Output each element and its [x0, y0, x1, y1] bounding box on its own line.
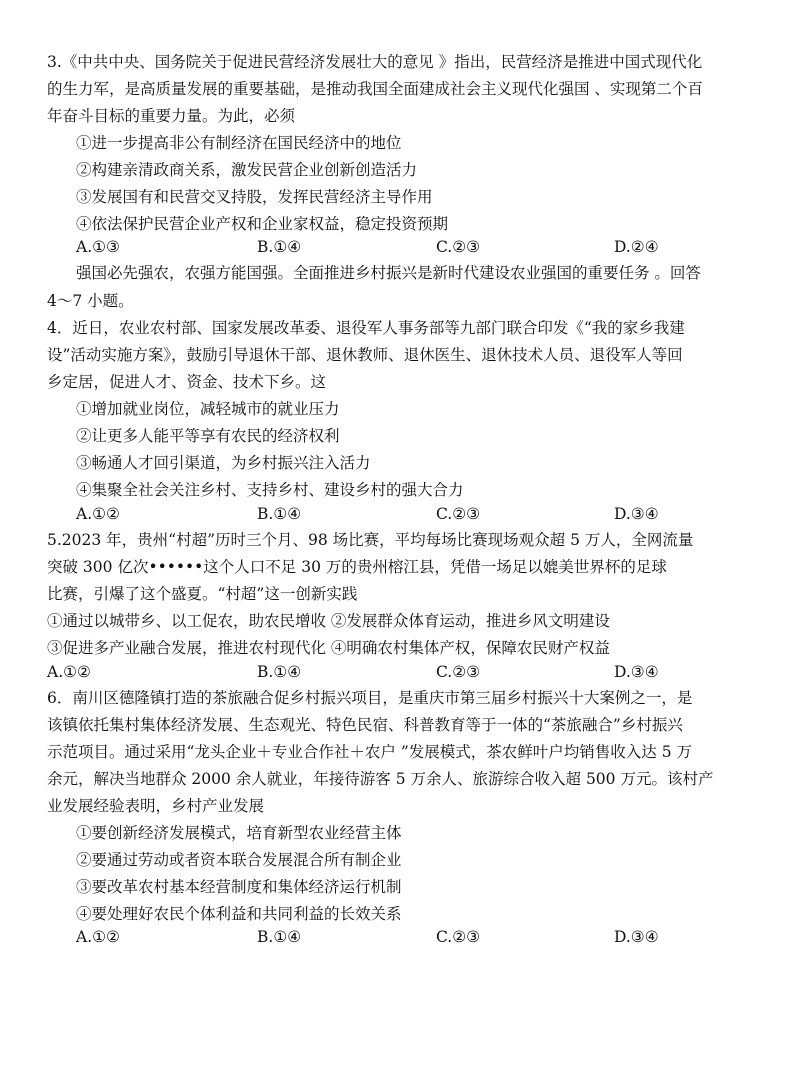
q5-options: [0, 661, 794, 683]
q3-option-b[interactable]: B.①④: [257, 238, 302, 256]
q5-stem-line-2: 突破 300 亿次••••••这个人口不足 30 万的贵州榕江县，凭借一场足以媲美世界杯的足球: [47, 558, 667, 576]
q3-option-d[interactable]: D.②④: [614, 238, 659, 256]
intro-line-1: 强国必先强农，农强方能国强。全面推进乡村振兴是新时代建设农业强国的重要任务 。回答: [76, 264, 701, 282]
q6-item-3: ③要改革农村基本经营制度和集体经济运行机制: [76, 878, 402, 896]
q4-stem-line-3: 乡定居，促进人才、资金、技术下乡。这: [47, 373, 327, 391]
q4-item-4: ④集聚全社会关注乡村、支持乡村、建设乡村的强大合力: [76, 481, 464, 499]
q4-option-c[interactable]: C.②③: [436, 505, 481, 523]
intro-line-2: 4～7 小题。: [47, 292, 134, 310]
q3-stem-line-3: 年奋斗目标的重要力量。为此，必须: [47, 107, 296, 125]
q4-stem-line-2: 设”活动实施方案》，鼓励引导退休干部、退休教师、退休医生、退休技术人员、退役军人等回: [47, 346, 683, 364]
q6-stem-line-5: 业发展经验表明，乡村产业发展: [47, 797, 265, 815]
q4-item-1: ①增加就业岗位，减轻城市的就业压力: [76, 400, 340, 418]
q3-item-1: ①进一步提高非公有制经济在国民经济中的地位: [76, 134, 402, 152]
q6-option-c[interactable]: C.②③: [436, 928, 481, 946]
q6-item-1: ①要创新经济发展模式，培育新型农业经营主体: [76, 824, 402, 842]
q6-options: [0, 926, 794, 948]
q5-items-line-1: ①通过以城带乡、以工促农，助农民增收 ②发展群众体育运动，推进乡风文明建设: [47, 612, 610, 630]
q3-option-c[interactable]: C.②③: [436, 238, 481, 256]
q3-item-3: ③发展国有和民营交叉持股，发挥民营经济主导作用: [76, 188, 433, 206]
q6-stem-line-2: 该镇依托集村集体经济发展、生态观光、特色民宿、科普教育等于一体的“茶旅融合”乡村振兴: [47, 716, 683, 734]
q4-option-b[interactable]: B.①④: [257, 505, 302, 523]
q5-option-c[interactable]: C.②③: [436, 663, 481, 681]
q4-option-d[interactable]: D.③④: [614, 505, 659, 523]
q5-stem-line-1: 5.2023 年，贵州“村超”历时三个月、98 场比赛，平均每场比赛现场观众超 5 万人，全网流量: [47, 531, 694, 549]
q5-stem-line-3: 比赛，引爆了这个盛夏。“村超”这一创新实践: [47, 585, 358, 603]
q4-option-a[interactable]: A.①②: [76, 505, 120, 523]
q4-item-3: ③畅通人才回引渠道，为乡村振兴注入活力: [76, 454, 371, 472]
q4-stem-line-1: 4．近日，农业农村部、国家发展改革委、退役军人事务部等九部门联合印发《“我的家乡我建: [47, 319, 685, 337]
q5-option-a[interactable]: A.①②: [47, 663, 91, 681]
q6-option-b[interactable]: B.①④: [257, 928, 302, 946]
q5-option-d[interactable]: D.③④: [614, 663, 659, 681]
q4-options: [0, 503, 794, 525]
q6-item-2: ②要通过劳动或者资本联合发展混合所有制企业: [76, 851, 402, 869]
q5-option-b[interactable]: B.①④: [257, 663, 302, 681]
q3-options: [0, 236, 794, 258]
q3-stem-line-2: 的生力军，是高质量发展的重要基础，是推动我国全面建成社会主义现代化强国 、实现第二个百: [47, 80, 703, 98]
q3-item-2: ②构建亲清政商关系，激发民营企业创新创造活力: [76, 161, 418, 179]
q6-option-a[interactable]: A.①②: [76, 928, 120, 946]
q5-items-line-2: ③促进多产业融合发展，推进农村现代化 ④明确农村集体产权，保障农民财产权益: [47, 639, 610, 657]
q6-stem-line-4: 余元，解决当地群众 2000 余人就业，年接待游客 5 万余人、旅游综合收入超 500 万元。该村产: [47, 770, 714, 788]
q6-item-4: ④要处理好农民个体利益和共同利益的长效关系: [76, 905, 402, 923]
q3-stem-line-1: 3.《中共中央、国务院关于促进民营经济发展壮大的意见 》指出，民营经济是推进中国式现代化: [47, 53, 703, 71]
q6-option-d[interactable]: D.③④: [614, 928, 659, 946]
q6-stem-line-3: 示范项目。通过采用“龙头企业＋专业合作社＋农户 ”发展模式，茶农鲜叶户均销售收入达 5 万: [47, 743, 692, 761]
q4-item-2: ②让更多人能平等享有农民的经济权利: [76, 427, 340, 445]
q3-item-4: ④依法保护民营企业产权和企业家权益，稳定投资预期: [76, 215, 449, 233]
q3-option-a[interactable]: A.①③: [76, 238, 120, 256]
q6-stem-line-1: 6．南川区德隆镇打造的茶旅融合促乡村振兴项目，是重庆市第三届乡村振兴十大案例之一，是: [47, 689, 693, 707]
